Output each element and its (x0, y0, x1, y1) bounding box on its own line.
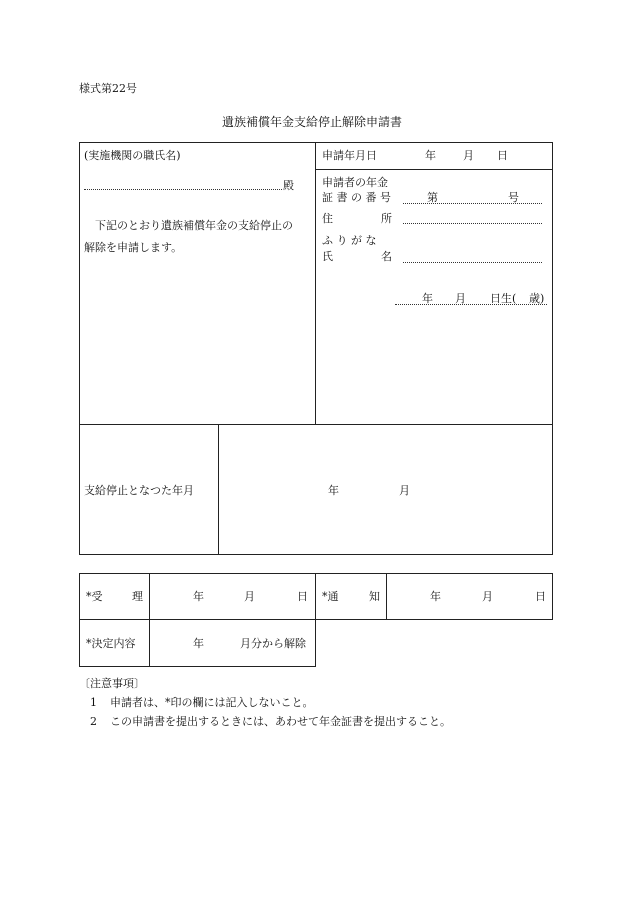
agency-field[interactable] (84, 189, 282, 190)
birth-day[interactable]: 日生( (490, 292, 517, 305)
body-text-line1: 下記のとおり遺族補償年金の支給停止の (95, 219, 293, 232)
address-field[interactable] (403, 223, 542, 224)
middle-col-divider (218, 424, 219, 555)
lower-row-divider (79, 619, 553, 620)
suspension-date-label: 支給停止となつた年月 (84, 484, 194, 497)
birth-month[interactable]: 月 (455, 292, 466, 305)
decision-year[interactable]: 年 (193, 637, 204, 650)
application-date-month[interactable]: 月 (463, 149, 474, 162)
honorific: 殿 (283, 179, 294, 192)
received-label-a: *受 (86, 590, 103, 603)
notice-label-b: 知 (369, 590, 380, 603)
lower-left-border (79, 573, 80, 666)
cert-number-label-line2: 証 書 の 番 号 (322, 191, 391, 204)
upper-divider (315, 142, 316, 424)
notice-day[interactable]: 日 (535, 590, 546, 603)
application-date-label: 申請年月日 (322, 149, 377, 162)
name-label-a: 氏 (322, 250, 333, 263)
application-date-year[interactable]: 年 (425, 149, 436, 162)
cert-number-field[interactable] (403, 203, 542, 204)
birth-age[interactable]: 歳) (529, 292, 545, 305)
name-label-b: 名 (381, 250, 392, 263)
date-row-divider (315, 169, 553, 170)
received-label-b: 理 (132, 590, 143, 603)
body-text-line2: 解除を申請します。 (84, 241, 183, 254)
cert-number-label-line1: 申請者の年金 (322, 176, 388, 189)
document-title: 遺族補償年金支給停止解除申請書 (222, 115, 403, 129)
cert-number-suffix: 号 (508, 191, 519, 204)
form-number: 様式第22号 (79, 82, 137, 95)
furigana-label: ふ り が な (322, 234, 377, 247)
address-label-a: 住 (322, 212, 333, 225)
received-year[interactable]: 年 (193, 590, 204, 603)
suspension-month[interactable]: 月 (399, 484, 410, 497)
received-day[interactable]: 日 (297, 590, 308, 603)
cert-number-prefix: 第 (427, 191, 438, 204)
name-field[interactable] (403, 262, 542, 263)
agency-label: (実施機関の職氏名) (84, 149, 181, 162)
suspension-year[interactable]: 年 (328, 484, 339, 497)
application-date-day[interactable]: 日 (497, 149, 508, 162)
middle-row-divider (79, 424, 553, 425)
notice-label-a: *通 (322, 590, 339, 603)
lower-col2-divider (315, 573, 316, 666)
note-1-number: 1 (90, 696, 97, 709)
birth-date-field[interactable] (395, 304, 547, 305)
lower-col1-divider (149, 573, 150, 666)
notice-year[interactable]: 年 (430, 590, 441, 603)
notice-month[interactable]: 月 (482, 590, 493, 603)
lower-right-border (552, 573, 553, 619)
lower-table-bottom (79, 666, 316, 667)
decision-label: *決定内容 (86, 637, 136, 650)
address-label-b: 所 (381, 212, 392, 225)
lower-col3-divider (386, 573, 387, 619)
decision-month[interactable]: 月分から解除 (240, 637, 306, 650)
note-2-text: この申請書を提出するときには、あわせて年金証書を提出すること。 (110, 715, 451, 728)
birth-year[interactable]: 年 (422, 292, 433, 305)
received-month[interactable]: 月 (244, 590, 255, 603)
lower-table-top (79, 573, 553, 574)
note-1-text: 申請者は、*印の欄には記入しないこと。 (110, 696, 314, 709)
note-2-number: 2 (90, 715, 97, 728)
notes-heading: 〔注意事項〕 (79, 677, 145, 690)
